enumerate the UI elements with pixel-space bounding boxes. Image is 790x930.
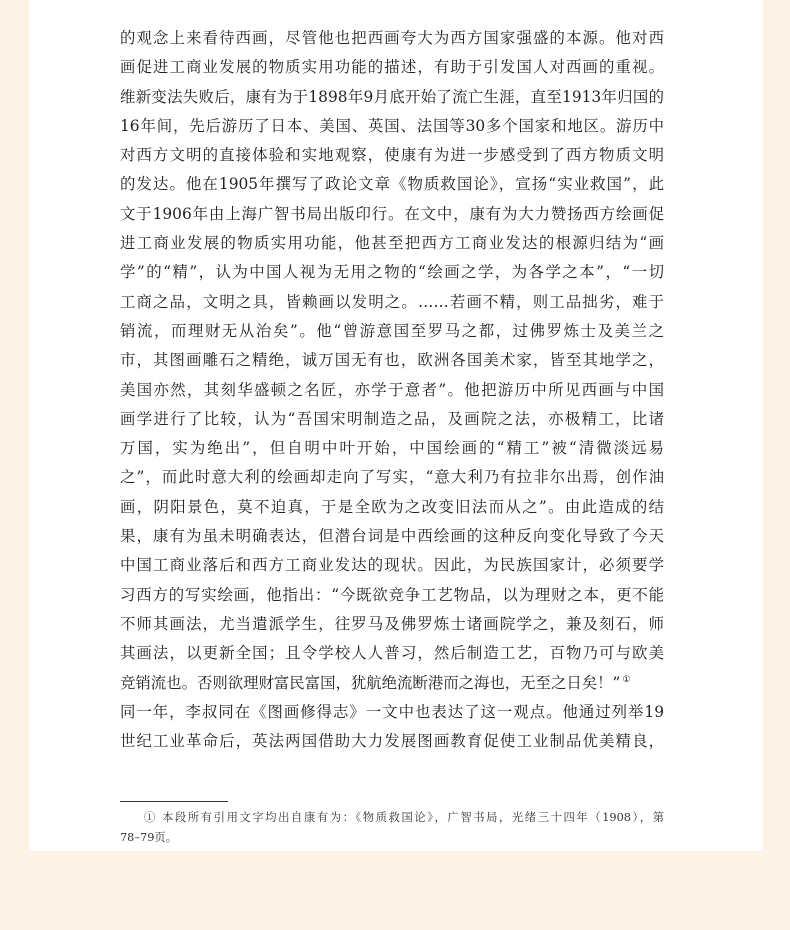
text-line: 进工商业发展的物质实用功能，他甚至把西方工商业发达的根源归结为“画 xyxy=(120,234,664,253)
text-line: 对西方文明的直接体验和实地观察，使康有为进一步感受到了西方物质文明 xyxy=(120,146,664,165)
text-line: 画学进行了比较，认为“吾国宋明制造之品，及画院之法，亦极精工，比诸 xyxy=(120,409,664,428)
text-line: 学”的“精”，认为中国人视为无用之物的“绘画之学，为各学之本”，“一切 xyxy=(120,263,664,282)
footnote xyxy=(120,808,664,848)
text-line: 画促进工商业发展的物质实用功能的描述，有助于引发国人对西画的重视。 xyxy=(120,58,664,77)
text-line: 世纪工业革命后，英法两国借助大力发展图画教育促使工业制品优美精良， xyxy=(120,732,664,751)
text-line: 的观念上来看待西画，尽管他也把西画夸大为西方国家强盛的本源。他对西 xyxy=(120,29,664,47)
text-line: 习西方的写实绘画，他指出：“今既欲竞争工艺物品，以为理财之本，更不能 xyxy=(120,585,664,604)
text-line: 同一年，李叔同在《图画修得志》一文中也表达了这一观点。他通过列举19 xyxy=(120,702,664,721)
text-line: 不师其画法，尤当遣派学生，往罗马及佛罗炼士诸画院学之，兼及刻石，师 xyxy=(120,614,664,633)
text-line: 16年间，先后游历了日本、美国、英国、法国等30多个国家和地区。游历中 xyxy=(120,116,664,135)
footnote-line: ① 本段所有引用文字均出自康有为：《物质救国论》，广智书局，光绪三十四年（1908），第 xyxy=(144,811,664,824)
text-line: 销流，而理财无从治矣”。他“曾游意国至罗马之都，过佛罗炼士及美兰之 xyxy=(120,321,664,340)
text-line: 中国工商业落后和西方工商业发达的现状。因此，为民族国家计，必须要学 xyxy=(120,556,664,575)
text-line: 其画法，以更新全国；且令学校人人普习，然后制造工艺，百物乃可与欧美 xyxy=(120,644,664,663)
footnote-divider xyxy=(120,801,228,802)
text-line: 市，其图画雕石之精绝，诚万国无有也，欧洲各国美术家，皆至其地学之， xyxy=(120,351,664,370)
text-line: 竞销流也。否则欲理财富民富国，犹航绝流断港而之海也，无至之日矣！” xyxy=(120,673,621,692)
text-line: 美国亦然，其刻华盛顿之名匠，亦学于意者”。他把游历中所见西画与中国 xyxy=(120,380,664,399)
text-line: 画，阴阳景色，莫不迫真，于是全欧为之改变旧法而从之”。由此造成的结 xyxy=(120,497,664,516)
text-line: 的发达。他在1905年撰写了政论文章《物质救国论》，宣扬“实业救国”，此 xyxy=(120,175,664,194)
text-line: 维新变法失败后，康有为于1898年9月底开始了流亡生涯，直至1913年归国的 xyxy=(120,87,664,106)
text-line: 文于1906年由上海广智书局出版印行。在文中，康有为大力赞扬西方绘画促 xyxy=(120,204,664,223)
text-line-with-footnote xyxy=(120,669,664,698)
footnote-line: 78–79页。 xyxy=(120,831,177,844)
text-line: 果，康有为虽未明确表达，但潜台词是中西绘画的这种反向变化导致了今天 xyxy=(120,527,664,546)
text-line: 之”，而此时意大利的绘画却走向了写实，“意大利乃有拉非尔出焉，创作油 xyxy=(120,468,664,487)
text-line: 万国，实为绝出”，但自明中叶开始，中国绘画的“精工”被“清微淡远易 xyxy=(120,439,664,458)
footnote-marker[interactable]: ① xyxy=(622,674,631,685)
text-line: 工商之品，文明之具，皆赖画以发明之。……若画不精，则工品拙劣，难于 xyxy=(120,292,664,311)
page xyxy=(29,0,763,851)
body-text xyxy=(120,24,664,756)
